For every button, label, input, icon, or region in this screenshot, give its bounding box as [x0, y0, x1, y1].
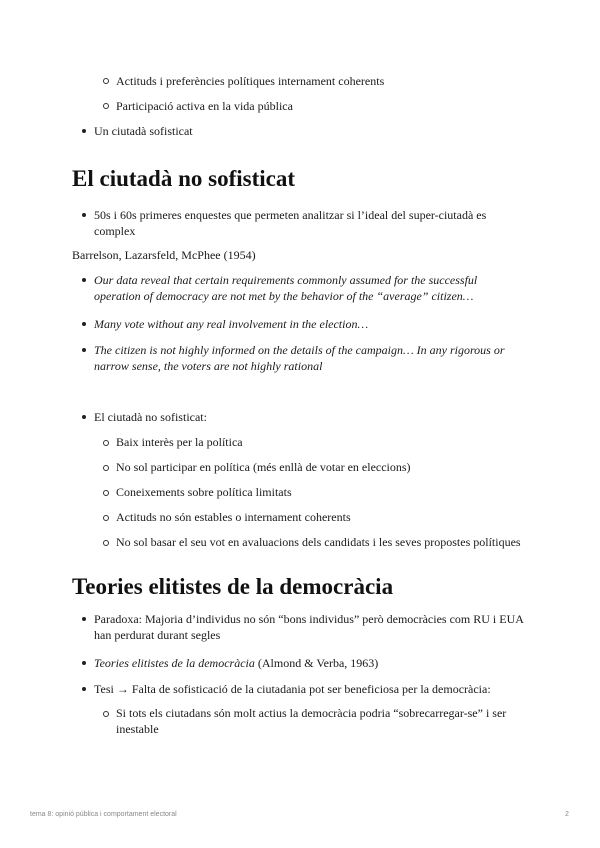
list-item: Paradoxa: Majoria d’individus no són “bons individus” però democràcies com RU i EUA	[94, 612, 524, 626]
theory-title: Teories elitistes de la democràcia	[94, 656, 255, 670]
list-item: Actituds i preferències polítiques internament coherents	[116, 74, 385, 88]
list-item-continuation: inestable	[116, 722, 159, 736]
section-heading: El ciutadà no sofisticat	[72, 166, 295, 191]
disc-bullet-icon	[82, 129, 86, 133]
list-item: No sol participar en política (més enllà de votar en eleccions)	[116, 460, 411, 474]
quote-item-continuation: narrow sense, the voters are not highly rational	[94, 359, 323, 373]
page-number: 2	[565, 811, 569, 818]
disc-bullet-icon	[82, 661, 86, 665]
disc-bullet-icon	[82, 617, 86, 621]
disc-bullet-icon	[82, 415, 86, 419]
list-item-continuation: complex	[94, 224, 136, 238]
list-item: Coneixements sobre política limitats	[116, 485, 292, 499]
list-item: Baix interès per la política	[116, 435, 243, 449]
list-item: El ciutadà no sofisticat:	[94, 410, 207, 424]
list-item	[94, 652, 378, 674]
theory-citation: (Almond & Verba, 1963)	[254, 656, 379, 670]
disc-bullet-icon	[82, 687, 86, 691]
quote-item: Many vote without any real involvement in the election…	[94, 317, 369, 331]
circle-bullet-icon	[103, 440, 109, 446]
circle-bullet-icon	[103, 465, 109, 471]
disc-bullet-icon	[82, 348, 86, 352]
disc-bullet-icon	[82, 213, 86, 217]
list-item: Actituds no són estables o internament coherents	[116, 510, 351, 524]
circle-bullet-icon	[103, 490, 109, 496]
list-item: Un ciutadà sofisticat	[94, 124, 193, 138]
disc-bullet-icon	[82, 278, 86, 282]
list-item: No sol basar el seu vot en avaluacions dels candidats i les seves propostes polítiques	[116, 535, 521, 549]
section-heading: Teories elitistes de la democràcia	[72, 574, 394, 599]
circle-bullet-icon	[103, 540, 109, 546]
circle-bullet-icon	[103, 103, 109, 109]
list-item: 50s i 60s primeres enquestes que permeten analitzar si l’ideal del super-ciutadà es	[94, 208, 487, 222]
list-item: Si tots els ciutadans són molt actius la democràcia podria “sobrecarregar-se” i ser	[116, 706, 507, 720]
circle-bullet-icon	[103, 711, 109, 717]
circle-bullet-icon	[103, 78, 109, 84]
disc-bullet-icon	[82, 322, 86, 326]
footer-title: tema 8: opinió pública i comportament electoral	[30, 811, 177, 818]
quote-item: Our data reveal that certain requirements commonly assumed for the successful	[94, 273, 478, 287]
quote-item: The citizen is not highly informed on the details of the campaign… In any rigorous or	[94, 343, 505, 357]
quote-item-continuation: operation of democracy are not met by the behavior of the “average” citizen…	[94, 289, 474, 303]
circle-bullet-icon	[103, 515, 109, 521]
list-item: Tesi → Falta de sofisticació de la ciutadania pot ser beneficiosa per la democràcia:	[94, 682, 491, 696]
list-item: Participació activa en la vida pública	[116, 99, 293, 113]
citation: Barrelson, Lazarsfeld, McPhee (1954)	[72, 248, 256, 262]
list-item-continuation: han perdurat durant segles	[94, 628, 221, 642]
